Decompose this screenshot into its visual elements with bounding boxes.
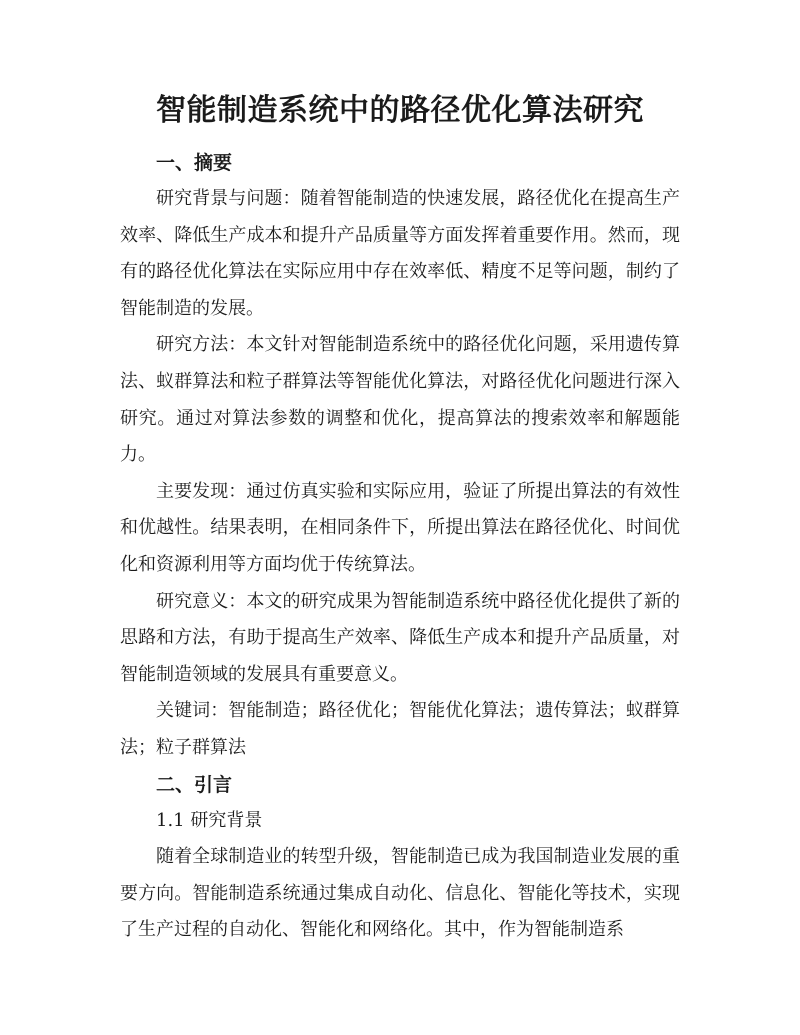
keywords-paragraph: 关键词：智能制造；路径优化；智能优化算法；遗传算法；蚁群算法；粒子群算法 <box>120 700 680 758</box>
section-heading-introduction: 二、引言 <box>156 773 233 796</box>
section-heading-abstract: 一、摘要 <box>156 152 233 174</box>
document-body <box>120 145 680 949</box>
introduction-paragraph: 随着全球制造业的转型升级，智能制造已成为我国制造业发展的重要方向。智能制造系统通过集成自动化、信息化、智能化等技术，实现了生产过程的自动化、智能化和网络化。其中，作为智能制造系 <box>120 846 680 941</box>
abstract-findings-paragraph: 主要发现：通过仿真实验和实际应用，验证了所提出算法的有效性和优越性。结果表明，在相同条件下，所提出算法在路径优化、时间优化和资源利用等方面均优于传统算法。 <box>120 480 680 575</box>
abstract-background-paragraph: 研究背景与问题：随着智能制造的快速发展，路径优化在提高生产效率、降低生产成本和提升产品质量等方面发挥着重要作用。然而，现有的路径优化算法在实际应用中存在效率低、精度不足等问题，制约了智能制造的发展。 <box>120 188 680 319</box>
document-title: 智能制造系统中的路径优化算法研究 <box>156 93 644 128</box>
abstract-significance-paragraph: 研究意义：本文的研究成果为智能制造系统中路径优化提供了新的思路和方法，有助于提高生产效率、降低生产成本和提升产品质量，对智能制造领域的发展具有重要意义。 <box>120 590 680 685</box>
subsection-heading-background: 1.1 研究背景 <box>156 809 263 831</box>
abstract-method-paragraph: 研究方法：本文针对智能制造系统中的路径优化问题，采用遗传算法、蚁群算法和粒子群算法等智能优化算法，对路径优化问题进行深入研究。通过对算法参数的调整和优化，提高算法的搜索效率和解题能力。 <box>120 334 680 466</box>
